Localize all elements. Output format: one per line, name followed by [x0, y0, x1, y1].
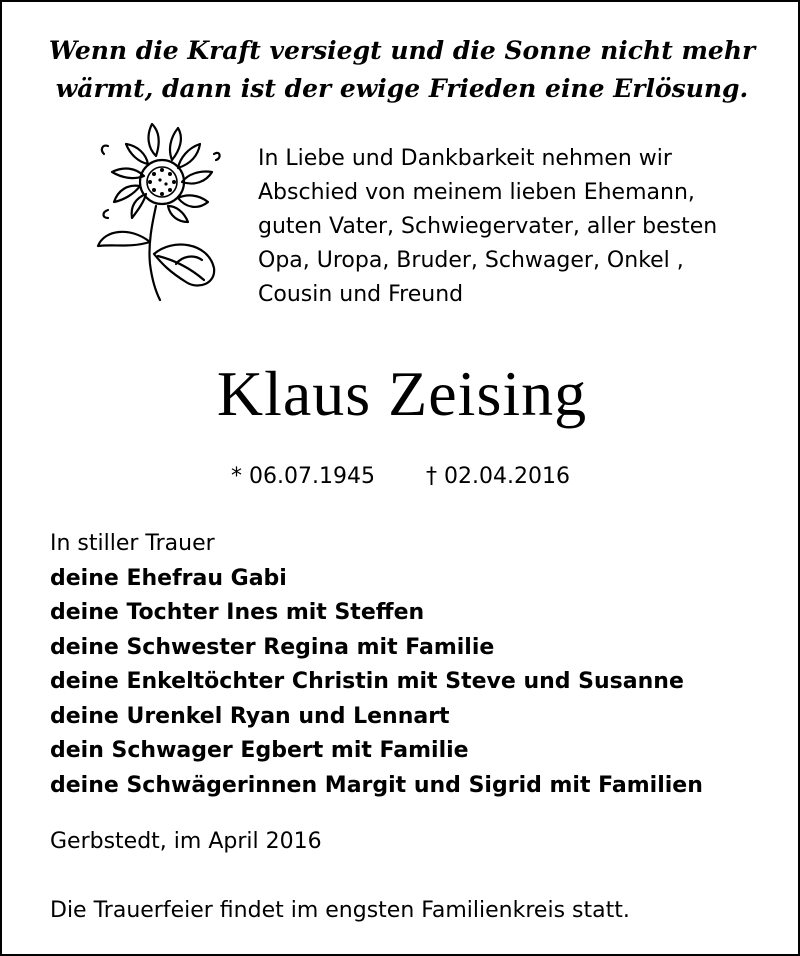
intro-line: Abschied von meinem lieben Ehemann,	[258, 180, 695, 205]
funeral-note: Die Trauerfeier findet im engsten Familienkreis statt.	[50, 898, 630, 923]
mourner-row: deine Tochter Ines mit Steffen	[50, 600, 425, 625]
mourner-row: deine Urenkel Ryan und Lennart	[50, 703, 450, 729]
birth-date: * 06.07.1945	[231, 464, 375, 489]
mourner-row: deine Ehefrau Gabi	[50, 565, 287, 591]
intro-text	[258, 142, 778, 312]
place-and-date: Gerbstedt, im April 2016	[50, 829, 322, 854]
motto-line-2: wärmt, dann ist der ewige Frieden eine Erlösung.	[55, 74, 749, 103]
intro-line: Opa, Uropa, Bruder, Schwager, Onkel ,	[258, 248, 684, 273]
intro-line: Cousin und Freund	[258, 282, 464, 307]
mourning-heading: In stiller Trauer	[50, 531, 215, 556]
deceased-name: Klaus Zeising	[216, 358, 588, 429]
mourner-row: deine Schwester Regina mit Familie	[50, 634, 495, 660]
intro-line: In Liebe und Dankbarkeit nehmen wir	[258, 146, 672, 171]
intro-line: guten Vater, Schwiegervater, aller besten	[258, 214, 718, 239]
mourner-row: deine Enkeltöchter Christin mit Steve und Susanne	[50, 669, 684, 694]
mourner-row: dein Schwager Egbert mit Familie	[50, 738, 469, 763]
motto	[2, 32, 800, 108]
death-date: † 02.04.2016	[426, 464, 570, 489]
mourner-row: deine Schwägerinnen Margit und Sigrid mit Familien	[50, 772, 703, 798]
mourners-list	[50, 527, 790, 803]
motto-line-1: Wenn die Kraft versiegt und die Sonne nicht mehr	[48, 36, 756, 65]
sunflower-icon	[90, 114, 230, 304]
